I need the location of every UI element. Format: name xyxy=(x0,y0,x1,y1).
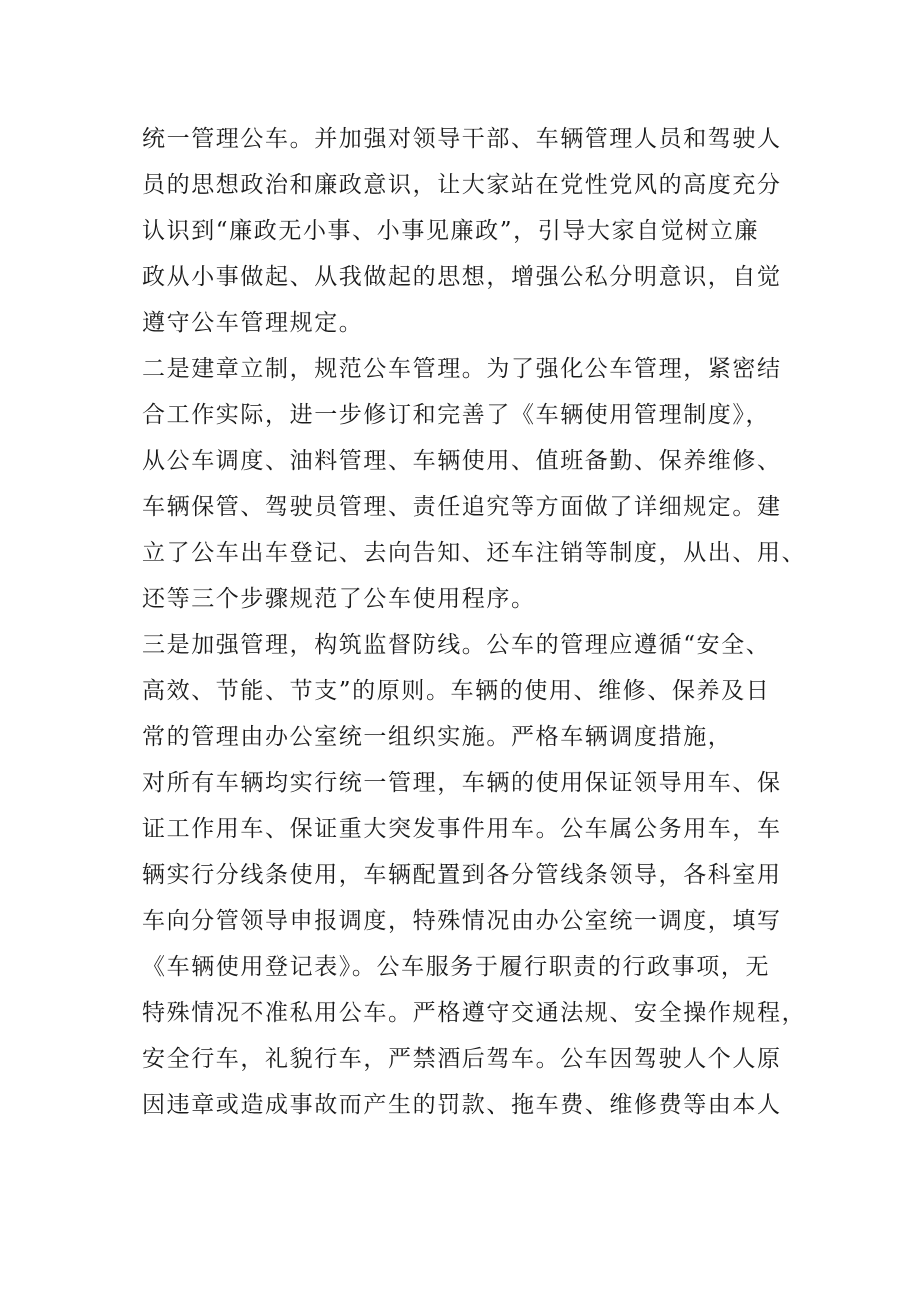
text-line-20: 特殊情况不准私用公车。严格遵守交通法规、安全操作规程， xyxy=(142,1000,807,1026)
text-line-18: 车向分管领导申报调度，特殊情况由办公室统一调度，填写 xyxy=(142,908,782,934)
text-line-11: 还等三个步骤规范了公车使用程序。 xyxy=(142,586,536,612)
text-line-4: 政从小事做起、从我做起的思想，增强公私分明意识，自觉 xyxy=(142,264,782,290)
text-line-17: 辆实行分线条使用，车辆配置到各分管线条领导，各科室用 xyxy=(142,862,782,888)
text-line-14: 常的管理由办公室统一组织实施。严格车辆调度措施， xyxy=(142,724,733,750)
text-line-16: 证工作用车、保证重大突发事件用车。公车属公务用车，车 xyxy=(142,816,782,842)
text-line-1: 统一管理公车。并加强对领导干部、车辆管理人员和驾驶人 xyxy=(142,126,782,152)
text-line-22: 因违章或造成事故而产生的罚款、拖车费、维修费等由本人 xyxy=(142,1092,782,1118)
text-line-12: 三是加强管理，构筑监督防线。公车的管理应遵循“安全、 xyxy=(142,632,771,658)
text-line-13: 高效、节能、节支”的原则。车辆的使用、维修、保养及日 xyxy=(142,678,771,704)
text-line-19: 《车辆使用登记表》。公车服务于履行职责的行政事项，无 xyxy=(142,954,771,980)
text-line-15: 对所有车辆均实行统一管理，车辆的使用保证领导用车、保 xyxy=(142,770,782,796)
text-line-9: 车辆保管、驾驶员管理、责任追究等方面做了详细规定。建 xyxy=(142,494,782,520)
text-line-2: 员的思想政治和廉政意识，让大家站在党性党风的高度充分 xyxy=(142,172,782,198)
body-text xyxy=(142,116,807,1128)
text-line-8: 从公车调度、油料管理、车辆使用、值班备勤、保养维修、 xyxy=(142,448,782,474)
text-line-3: 认识到“廉政无小事、小事见廉政”，引导大家自觉树立廉 xyxy=(142,218,760,244)
text-line-7: 合工作实际，进一步修订和完善了《车辆使用管理制度》， xyxy=(142,402,771,428)
text-line-5: 遵守公车管理规定。 xyxy=(142,310,364,336)
text-line-6: 二是建章立制，规范公车管理。为了强化公车管理，紧密结 xyxy=(142,356,782,382)
text-line-10: 立了公车出车登记、去向告知、还车注销等制度，从出、用、 xyxy=(142,540,807,566)
text-line-21: 安全行车，礼貌行车，严禁酒后驾车。公车因驾驶人个人原 xyxy=(142,1046,782,1072)
